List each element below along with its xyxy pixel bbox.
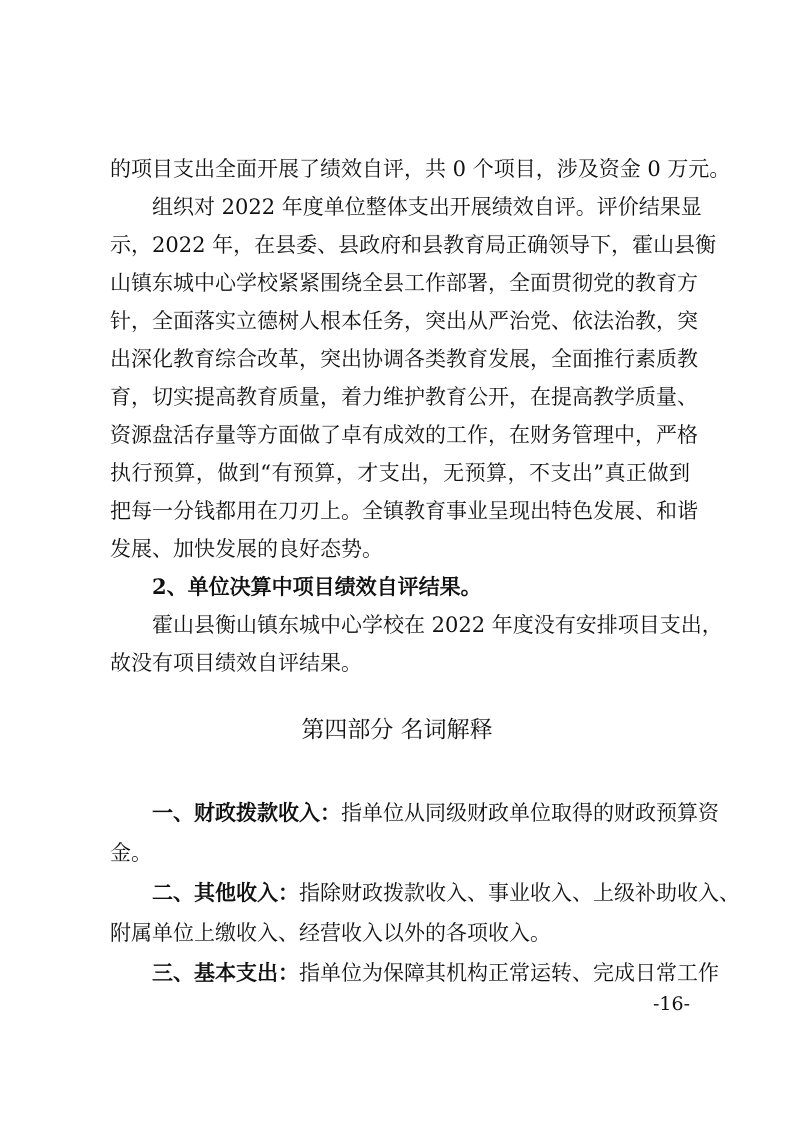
definition-line (152, 956, 719, 990)
paragraph-line: 山镇东城中心学校紧紧围绕全县工作部署，全面贯彻党的教育方 (110, 271, 698, 295)
definition-text: 指单位从同级财政单位取得的财政预算资 (341, 801, 719, 825)
definition-term: 二、其他收入： (152, 880, 299, 905)
paragraph-line: 资源盘活存量等方面做了卓有成效的工作，在财务管理中，严格 (110, 423, 698, 447)
paragraph-line: 育，切实提高教育质量，着力维护教育公开，在提高教学质量、 (110, 385, 698, 409)
definition-line: 附属单位上缴收入、经营收入以外的各项收入。 (110, 921, 551, 945)
paragraph-line: 针，全面落实立德树人根本任务，突出从严治党、依法治教，突 (110, 309, 698, 333)
definition-line: 金。 (110, 841, 152, 865)
definition-term: 三、基本支出： (152, 960, 299, 985)
paragraph-line: 发展、加快发展的良好态势。 (110, 537, 383, 561)
definition-line (152, 796, 719, 830)
definition-line (152, 876, 740, 910)
definition-text: 指单位为保障其机构正常运转、完成日常工作 (299, 961, 719, 985)
paragraph-line: 示，2022 年，在县委、县政府和县教育局正确领导下，霍山县衡 (110, 233, 717, 257)
definition-text: 指除财政拨款收入、事业收入、上级补助收入、 (299, 881, 740, 905)
paragraph-line: 出深化教育综合改革，突出协调各类教育发展，全面推行素质教 (110, 347, 698, 371)
paragraph-line: 故没有项目绩效自评结果。 (110, 651, 362, 675)
paragraph-line: 组织对 2022 年度单位整体支出开展绩效自评。评价结果显 (152, 195, 702, 219)
paragraph-line: 执行预算，做到“有预算，才支出，无预算，不支出”真正做到 (110, 461, 690, 485)
definition-term: 一、财政拨款收入： (152, 800, 341, 825)
paragraph-line: 的项目支出全面开展了绩效自评，共 0 个项目，涉及资金 0 万元。 (110, 157, 731, 181)
paragraph-line: 霍山县衡山镇东城中心学校在 2022 年度没有安排项目支出， (152, 613, 723, 637)
page-number: -16- (652, 993, 690, 1015)
paragraph-line: 把每一分钱都用在刀刃上。全镇教育事业呈现出特色发展、和谐 (110, 499, 698, 523)
subheading: 2、单位决算中项目绩效自评结果。 (152, 574, 482, 599)
section-title: 第四部分 名词解释 (301, 717, 493, 743)
